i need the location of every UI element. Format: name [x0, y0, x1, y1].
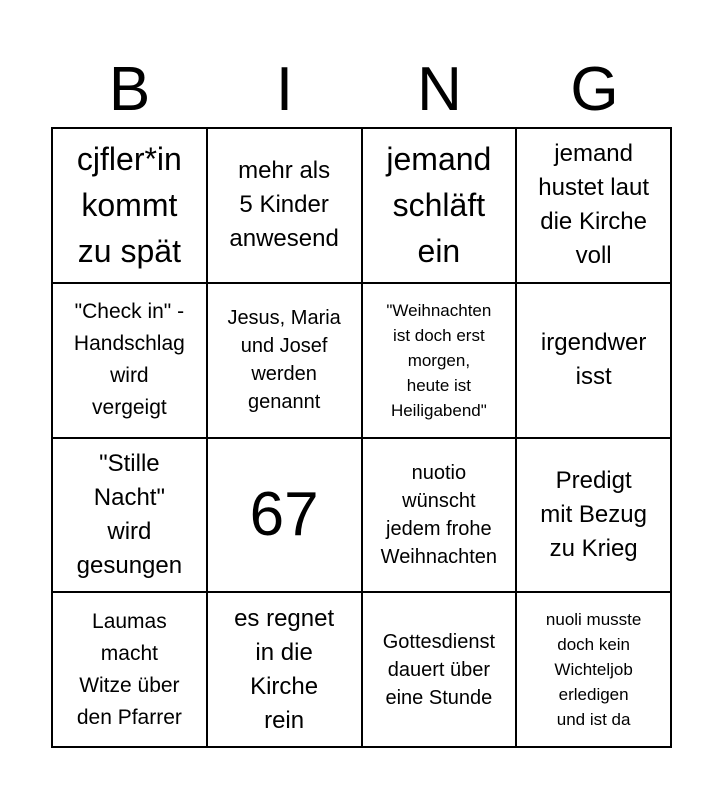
bingo-cell[interactable]: [53, 439, 208, 594]
cell-text: mehr als 5 Kinder anwesend: [229, 157, 339, 253]
cell-text: nuoli musste doch kein Wichteljob erledigen und ist da: [545, 610, 642, 730]
cell-text: irgendwer isst: [540, 329, 647, 391]
bingo-header: [52, 52, 672, 128]
cell-text: Gottesdienst dauert über eine Stunde: [382, 630, 496, 709]
bingo-cell[interactable]: [363, 129, 518, 284]
bingo-cell[interactable]: [517, 593, 672, 748]
header-letter-i: I: [275, 55, 294, 124]
cell-text: "Check in" - Handschlag wird vergeigt: [73, 300, 185, 420]
header-letter-b: B: [108, 55, 151, 124]
cell-text: jemand hustet laut die Kirche voll: [538, 140, 649, 270]
cell-text: "Weihnachten ist doch erst morgen, heute ist Heiligabend": [386, 300, 492, 420]
cell-text: jemand schläft ein: [386, 141, 492, 270]
cell-text: Predigt mit Bezug zu Krieg: [540, 466, 647, 562]
cell-text: Jesus, Maria und Josef werden genannt: [227, 307, 341, 414]
header-letter-n: N: [417, 55, 462, 124]
bingo-cell[interactable]: [208, 593, 363, 748]
bingo-cell[interactable]: [517, 129, 672, 284]
bingo-cell[interactable]: [208, 284, 363, 439]
bingo-cell[interactable]: [208, 129, 363, 284]
bingo-cell[interactable]: [363, 284, 518, 439]
bingo-grid: [51, 127, 672, 748]
bingo-cell[interactable]: [517, 439, 672, 594]
cell-text: "Stille Nacht" wird gesungen: [76, 449, 183, 579]
header-letter-g: G: [570, 55, 619, 124]
bingo-cell[interactable]: [53, 284, 208, 439]
bingo-cell-free[interactable]: [208, 439, 363, 594]
cell-text: Laumas macht Witze über den Pfarrer: [76, 609, 182, 729]
bingo-cell[interactable]: [363, 593, 518, 748]
cell-text: cjfler*in kommt zu spät: [76, 141, 182, 270]
bingo-cell[interactable]: [363, 439, 518, 594]
bingo-cell[interactable]: [517, 284, 672, 439]
cell-text: nuotio wünscht jedem frohe Weihnachten: [380, 461, 498, 568]
bingo-cell[interactable]: [53, 593, 208, 748]
free-number: 67: [249, 480, 319, 550]
bingo-cell[interactable]: [53, 129, 208, 284]
cell-text: es regnet in die Kirche rein: [234, 604, 335, 734]
